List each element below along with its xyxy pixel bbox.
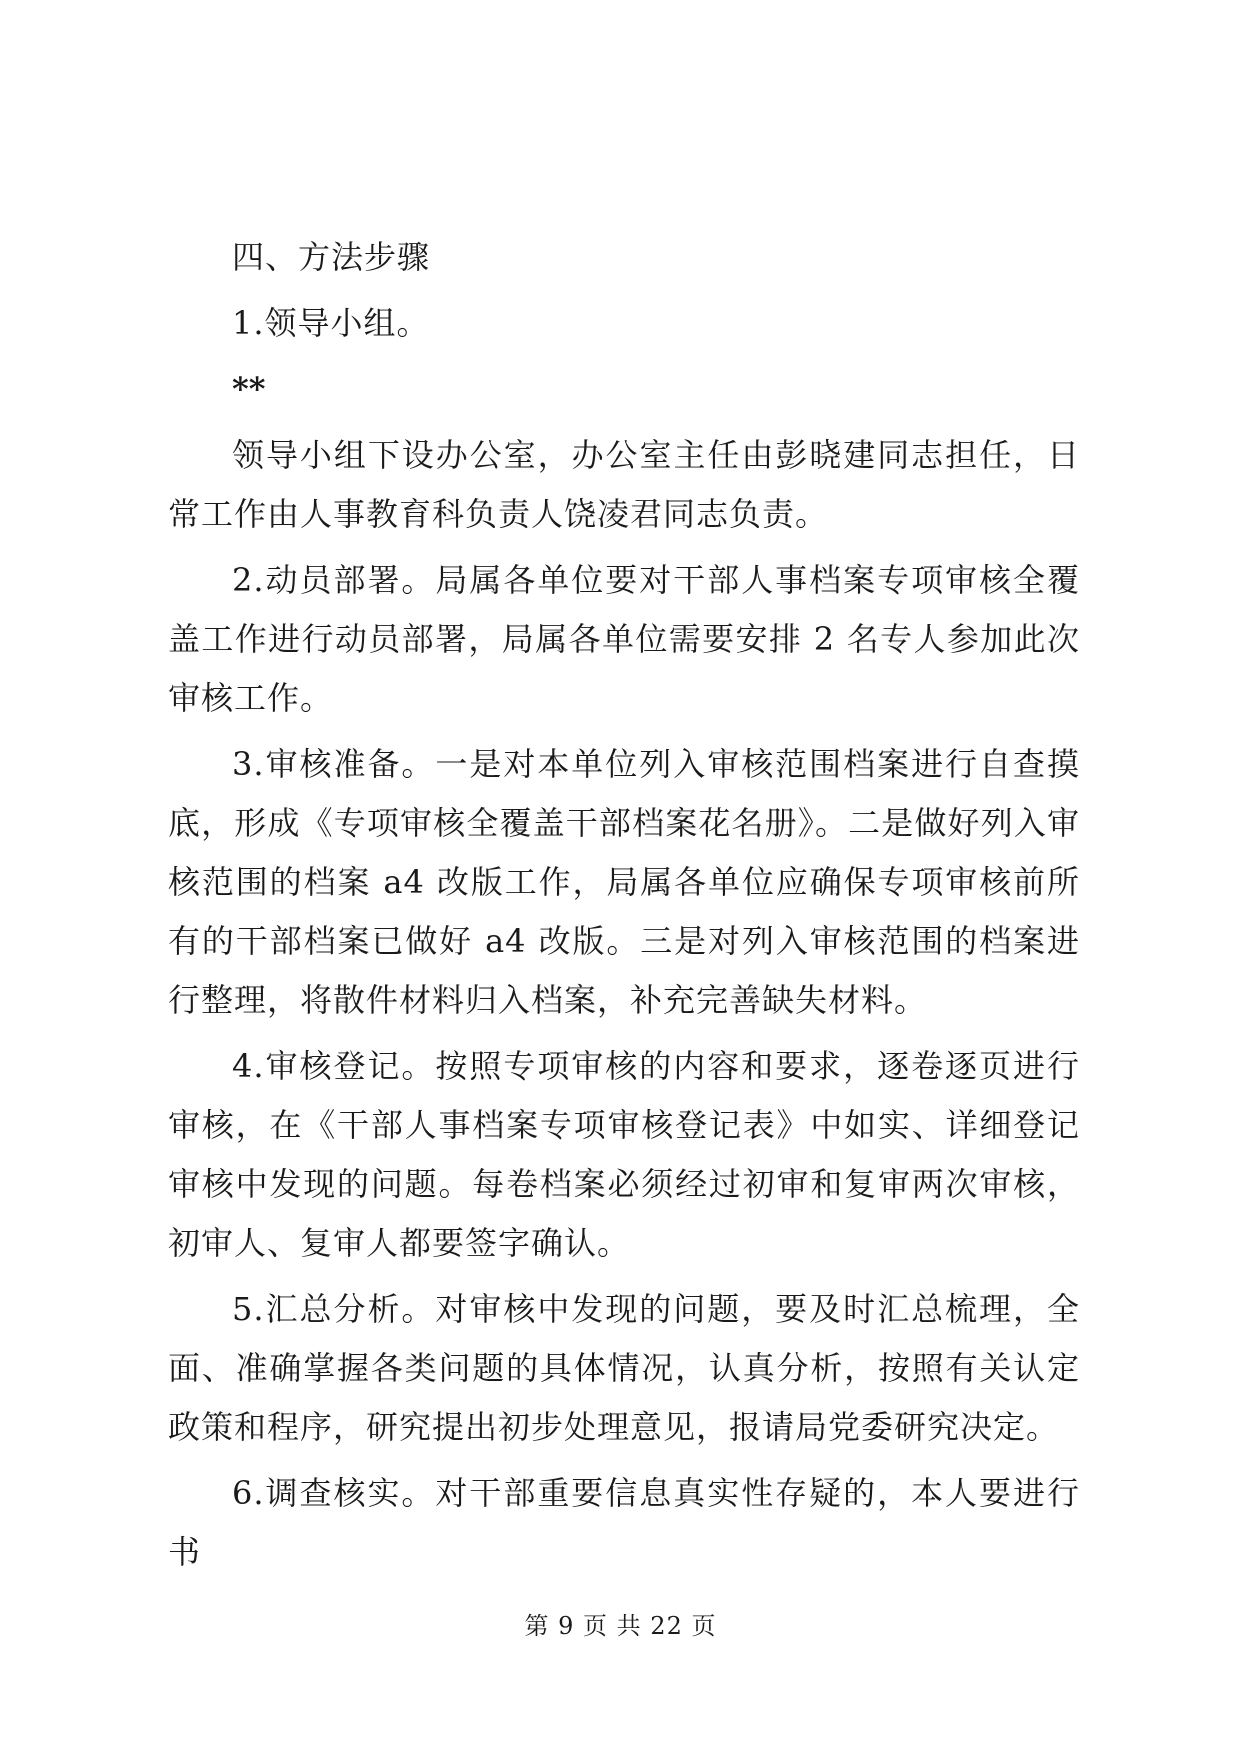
document-body bbox=[168, 228, 1080, 1589]
step-6-paragraph: 6.调查核实。对干部重要信息真实性存疑的，本人要进行书 bbox=[168, 1474, 1080, 1571]
office-paragraph: 领导小组下设办公室，办公室主任由彭晓建同志担任，日常工作由人事教育科负责人饶凌君同志负责。 bbox=[168, 436, 1080, 533]
step-1-heading: 1.领导小组。 bbox=[232, 304, 430, 342]
redacted-marker: ** bbox=[232, 370, 266, 408]
section-heading: 四、方法步骤 bbox=[232, 238, 431, 276]
step-3-paragraph: 3.审核准备。一是对本单位列入审核范围档案进行自查摸底，形成《专项审核全覆盖干部档案花名册》。二是做好列入审核范围的档案 a4 改版工作，局属各单位应确保专项审核前所有的干部档案已做好 a4 改版。三是对列入审核范围的档案进行整理，将散件材料归入档案，补充完善缺失材料。 bbox=[168, 745, 1080, 1019]
step-2-paragraph: 2.动员部署。局属各单位要对干部人事档案专项审核全覆盖工作进行动员部署，局属各单位需要安排 2 名专人参加此次审核工作。 bbox=[168, 561, 1080, 717]
page-footer: 第 9 页 共 22 页 bbox=[524, 1612, 717, 1640]
step-5-paragraph: 5.汇总分析。对审核中发现的问题，要及时汇总梳理，全面、准确掌握各类问题的具体情况，认真分析，按照有关认定政策和程序，研究提出初步处理意见，报请局党委研究决定。 bbox=[168, 1290, 1080, 1446]
step-4-paragraph: 4.审核登记。按照专项审核的内容和要求，逐卷逐页进行审核，在《干部人事档案专项审核登记表》中如实、详细登记审核中发现的问题。每卷档案必须经过初审和复审两次审核，初审人、复审人都要签字确认。 bbox=[168, 1047, 1080, 1262]
